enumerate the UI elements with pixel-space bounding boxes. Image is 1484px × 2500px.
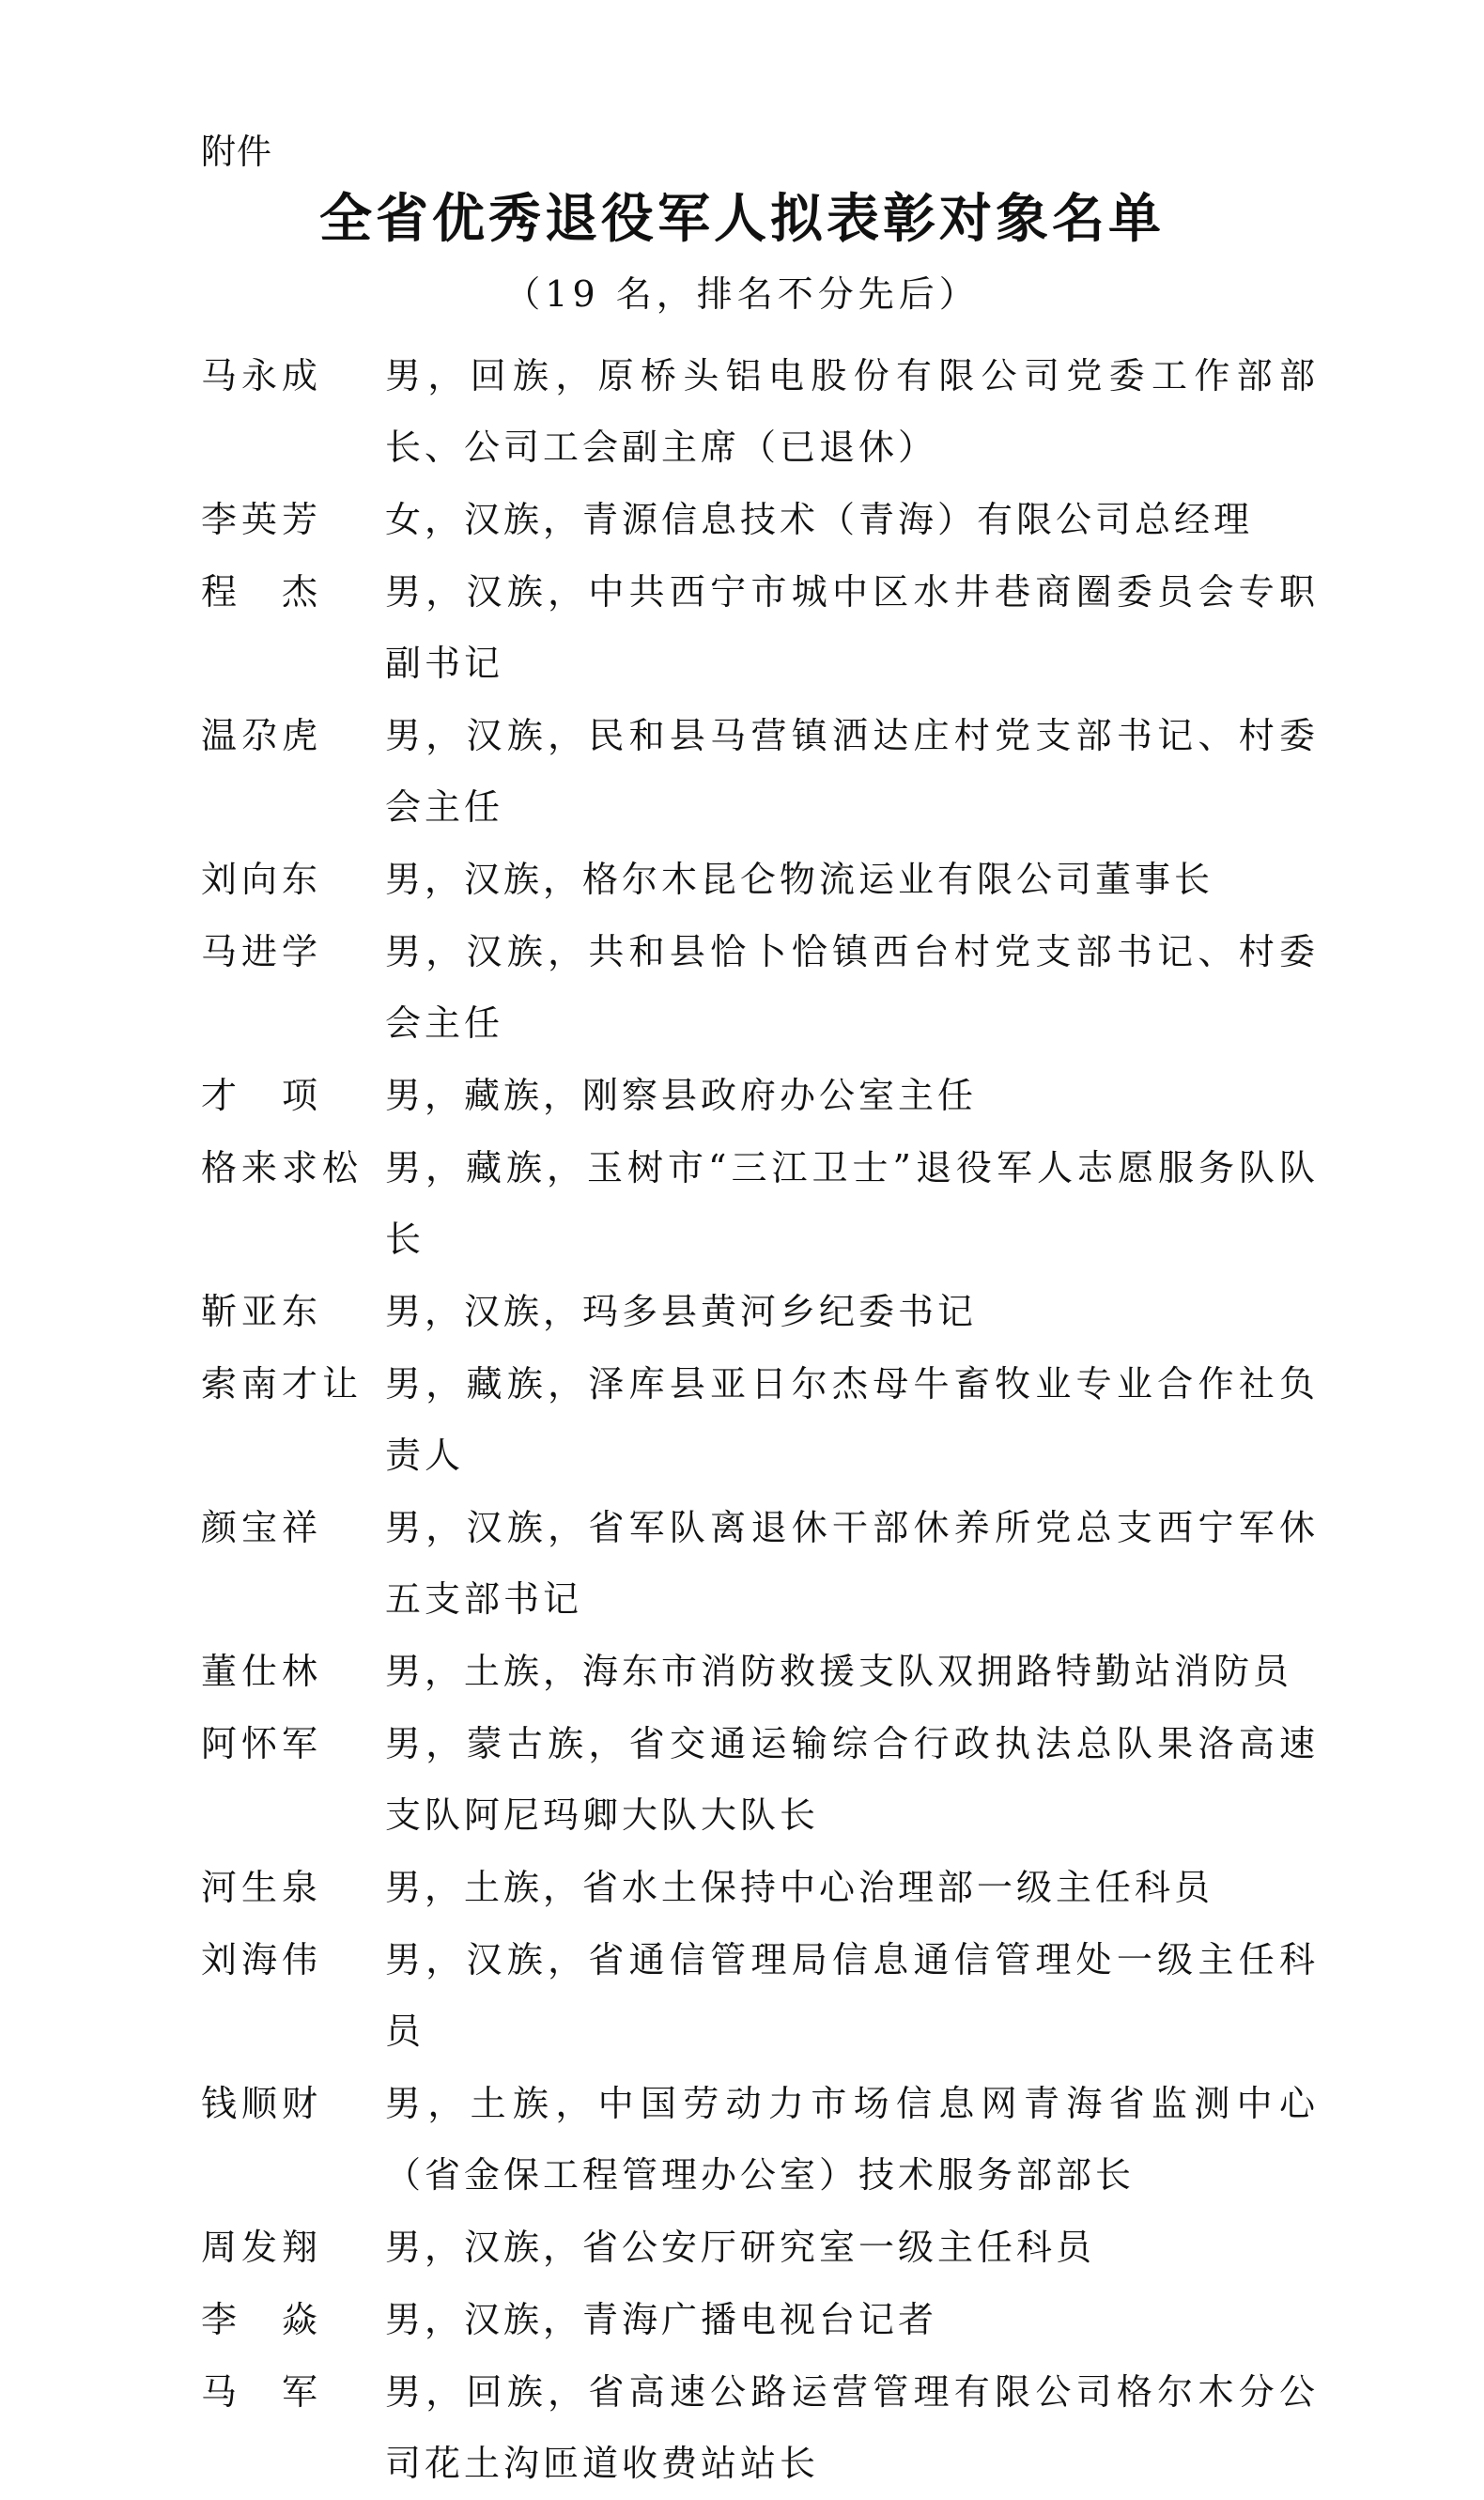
- honoree-entry: [201, 340, 1319, 483]
- honoree-description: 男，藏族，玉树市“三江卫士”退役军人志愿服务队队长: [385, 1147, 1319, 1260]
- honoree-description: 男，汉族，民和县马营镇洒达庄村党支部书记、村委会主任: [385, 715, 1319, 828]
- honoree-description: 男，藏族，泽库县亚日尔杰母牛畜牧业专业合作社负责人: [385, 1363, 1319, 1476]
- honoree-name: 才 项: [201, 1075, 323, 1116]
- honoree-entry: [201, 1924, 1319, 2067]
- honoree-entry: [201, 1276, 1319, 1347]
- honoree-description: 男，回族，省高速公路运营管理有限公司格尔木分公司花土沟匝道收费站站长: [385, 2371, 1319, 2484]
- document-subtitle: （19 名，排名不分先后）: [504, 273, 980, 315]
- honoree-description: 男，土族，海东市消防救援支队双拥路特勤站消防员: [385, 1651, 1293, 1692]
- honoree-name: 钱顺财: [201, 2083, 323, 2124]
- honoree-description: 男，汉族，省军队离退休干部休养所党总支西宁军休五支部书记: [385, 1507, 1319, 1620]
- honoree-description: 男，汉族，省公安厅研究室一级主任科员: [385, 2227, 1096, 2268]
- honoree-name: 董仕林: [201, 1651, 323, 1692]
- honoree-entry: [201, 700, 1319, 843]
- honoree-description: 女，汉族，青源信息技术（青海）有限公司总经理: [385, 499, 1254, 540]
- honoree-description: 男，蒙古族，省交通运输综合行政执法总队果洛高速支队阿尼玛卿大队大队长: [385, 1723, 1319, 1836]
- honoree-description: 男，汉族，中共西宁市城中区水井巷商圈委员会专职副书记: [385, 571, 1319, 684]
- honoree-name: 周发翔: [201, 2227, 323, 2268]
- honoree-name: 马 军: [201, 2371, 323, 2413]
- honoree-description: 男，汉族，格尔木昆仑物流运业有限公司董事长: [385, 859, 1214, 900]
- honoree-entry: [201, 1060, 1319, 1131]
- honoree-entry: [201, 1492, 1319, 1635]
- honoree-entry: [201, 844, 1319, 915]
- honoree-description: 男，土族，省水土保持中心治理部一级主任科员: [385, 1867, 1214, 1908]
- honoree-description: 男，汉族，省通信管理局信息通信管理处一级主任科员: [385, 1939, 1319, 2052]
- honoree-name: 刘向东: [201, 859, 323, 900]
- honoree-entry: [201, 484, 1319, 555]
- honoree-description: 男，藏族，刚察县政府办公室主任: [385, 1075, 978, 1116]
- honoree-entry: [201, 1348, 1319, 1491]
- honoree-entry: [201, 2068, 1319, 2211]
- honoree-entry: [201, 1708, 1319, 1851]
- honoree-entry: [201, 1636, 1319, 1707]
- honoree-entry: [201, 2212, 1319, 2283]
- honoree-description: 男，汉族，玛多县黄河乡纪委书记: [385, 1291, 978, 1332]
- honoree-entry: [201, 2356, 1319, 2499]
- honoree-description: 男，汉族，青海广播电视台记者: [385, 2299, 938, 2340]
- honoree-name: 刘海伟: [201, 1939, 323, 1980]
- honoree-name: 李 焱: [201, 2299, 323, 2340]
- honoree-name: 格来求松: [201, 1147, 363, 1188]
- honoree-entry: [201, 2284, 1319, 2355]
- honoree-description: 男，汉族，共和县恰卜恰镇西台村党支部书记、村委会主任: [385, 931, 1319, 1044]
- honoree-name: 程 杰: [201, 571, 323, 613]
- honoree-name: 温尕虎: [201, 715, 323, 756]
- attachment-label: 附件: [201, 132, 272, 172]
- honoree-list: [201, 340, 1319, 2500]
- honoree-entry: [201, 1852, 1319, 1923]
- honoree-description: 男，土族，中国劳动力市场信息网青海省监测中心（省金保工程管理办公室）技术服务部部长: [385, 2083, 1319, 2196]
- honoree-name: 河生泉: [201, 1867, 323, 1908]
- honoree-name: 马进学: [201, 931, 323, 972]
- honoree-entry: [201, 556, 1319, 699]
- document-title: 全省优秀退役军人拟表彰对象名单: [319, 189, 1165, 250]
- honoree-name: 阿怀军: [201, 1723, 323, 1764]
- honoree-entry: [201, 916, 1319, 1059]
- honoree-entry: [201, 1132, 1319, 1275]
- honoree-name: 靳亚东: [201, 1291, 323, 1332]
- honoree-name: 马永成: [201, 355, 323, 396]
- honoree-name: 李英芳: [201, 499, 323, 540]
- honoree-description: 男，回族，原桥头铝电股份有限公司党委工作部部长、公司工会副主席（已退休）: [385, 355, 1319, 468]
- honoree-name: 索南才让: [201, 1363, 363, 1405]
- honoree-name: 颜宝祥: [201, 1507, 323, 1548]
